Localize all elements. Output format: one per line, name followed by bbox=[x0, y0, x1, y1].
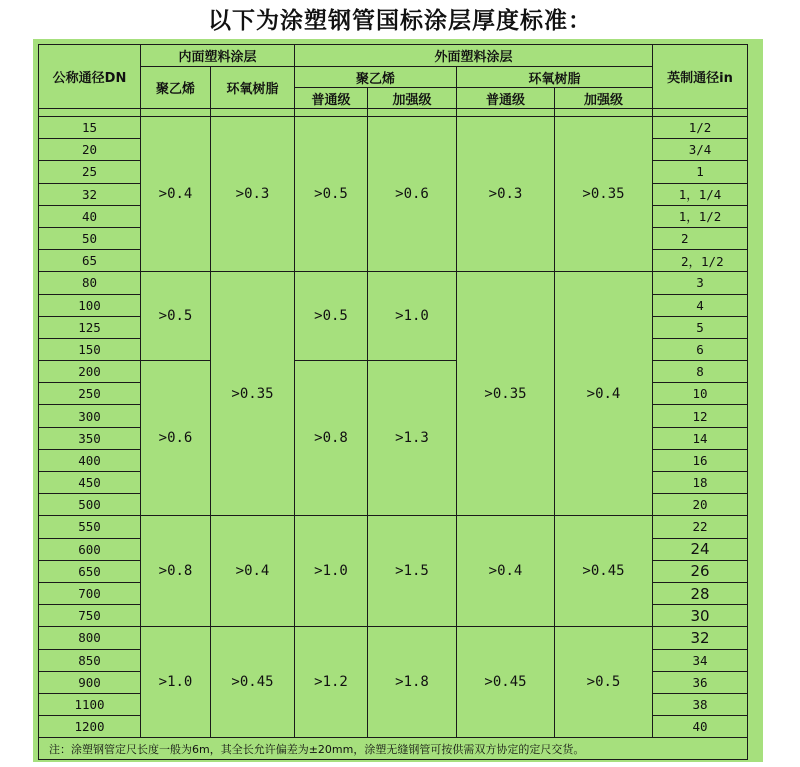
outer-epoxy-reinforced-value: >0.35 bbox=[555, 117, 653, 272]
inner-epoxy-value: >0.4 bbox=[211, 516, 295, 627]
inch-cell: 34 bbox=[653, 649, 748, 671]
inch-cell: 38 bbox=[653, 693, 748, 715]
inch-cell: 3 bbox=[653, 272, 748, 294]
inch-cell: 16 bbox=[653, 449, 748, 471]
footnote: 注：涂塑钢管定尺长度一般为6m，其全长允许偏差为±20mm，涂塑无缝钢管可按供需双方协定的定尺交货。 bbox=[39, 738, 748, 760]
inch-cell: 40 bbox=[653, 716, 748, 738]
spacer-cell bbox=[368, 109, 457, 117]
dn-cell: 250 bbox=[39, 383, 141, 405]
outer-epoxy-reinforced-value: >0.4 bbox=[555, 272, 653, 516]
inner-pe-value: >1.0 bbox=[141, 627, 211, 738]
inner-epoxy-value: >0.3 bbox=[211, 117, 295, 272]
dn-cell: 700 bbox=[39, 582, 141, 604]
dn-cell: 800 bbox=[39, 627, 141, 649]
inner-epoxy-value: >0.35 bbox=[211, 272, 295, 516]
inch-cell: 1 bbox=[653, 161, 748, 183]
inch-cell: 14 bbox=[653, 427, 748, 449]
table-row bbox=[39, 117, 748, 139]
dn-cell: 80 bbox=[39, 272, 141, 294]
inner-pe-value: >0.5 bbox=[141, 272, 211, 361]
inch-cell: 28 bbox=[653, 582, 748, 604]
outer-epoxy-normal-value: >0.35 bbox=[457, 272, 555, 516]
inch-cell: 6 bbox=[653, 338, 748, 360]
inch-cell: 24 bbox=[653, 538, 748, 560]
header-outer-epoxy: 环氧树脂 bbox=[457, 67, 653, 88]
outer-epoxy-reinforced-value: >0.45 bbox=[555, 516, 653, 627]
table-row bbox=[39, 272, 748, 294]
inner-epoxy-value: >0.45 bbox=[211, 627, 295, 738]
inch-cell: 2 bbox=[653, 227, 748, 249]
outer-epoxy-reinforced-value: >0.5 bbox=[555, 627, 653, 738]
spacer-cell bbox=[141, 109, 211, 117]
dn-cell: 32 bbox=[39, 183, 141, 205]
outer-pe-reinforced-value: >1.8 bbox=[368, 627, 457, 738]
dn-cell: 100 bbox=[39, 294, 141, 316]
header-outer-epoxy-normal: 普通级 bbox=[457, 88, 555, 109]
dn-cell: 40 bbox=[39, 205, 141, 227]
dn-cell: 600 bbox=[39, 538, 141, 560]
outer-pe-reinforced-value: >1.3 bbox=[368, 361, 457, 516]
outer-pe-reinforced-value: >1.5 bbox=[368, 516, 457, 627]
inch-cell: 12 bbox=[653, 405, 748, 427]
inch-cell: 1，1/4 bbox=[653, 183, 748, 205]
dn-cell: 150 bbox=[39, 338, 141, 360]
inch-cell: 2，1/2 bbox=[653, 250, 748, 272]
dn-cell: 900 bbox=[39, 671, 141, 693]
dn-cell: 300 bbox=[39, 405, 141, 427]
inch-cell: 26 bbox=[653, 560, 748, 582]
inch-cell: 4 bbox=[653, 294, 748, 316]
note-row bbox=[39, 738, 748, 760]
dn-cell: 750 bbox=[39, 605, 141, 627]
dn-cell: 450 bbox=[39, 472, 141, 494]
header-outer-pe-reinforced: 加强级 bbox=[368, 88, 457, 109]
inner-pe-value: >0.4 bbox=[141, 117, 211, 272]
table-row bbox=[39, 627, 748, 649]
dn-cell: 125 bbox=[39, 316, 141, 338]
spacer-cell bbox=[653, 109, 748, 117]
outer-epoxy-normal-value: >0.3 bbox=[457, 117, 555, 272]
inch-cell: 18 bbox=[653, 472, 748, 494]
dn-cell: 1200 bbox=[39, 716, 141, 738]
inch-cell: 20 bbox=[653, 494, 748, 516]
inch-cell: 36 bbox=[653, 671, 748, 693]
spacer-cell bbox=[211, 109, 295, 117]
outer-epoxy-normal-value: >0.45 bbox=[457, 627, 555, 738]
header-inner-coating: 内面塑料涂层 bbox=[141, 45, 295, 67]
header-inner-epoxy: 环氧树脂 bbox=[211, 67, 295, 109]
outer-pe-normal-value: >0.5 bbox=[295, 272, 368, 361]
dn-cell: 1100 bbox=[39, 693, 141, 715]
outer-pe-normal-value: >0.8 bbox=[295, 361, 368, 516]
inch-cell: 1，1/2 bbox=[653, 205, 748, 227]
inner-pe-value: >0.6 bbox=[141, 361, 211, 516]
dn-cell: 65 bbox=[39, 250, 141, 272]
outer-epoxy-normal-value: >0.4 bbox=[457, 516, 555, 627]
header-outer-coating: 外面塑料涂层 bbox=[295, 45, 653, 67]
spacer-cell bbox=[39, 109, 141, 117]
inch-cell: 5 bbox=[653, 316, 748, 338]
dn-cell: 650 bbox=[39, 560, 141, 582]
dn-cell: 550 bbox=[39, 516, 141, 538]
dn-cell: 15 bbox=[39, 117, 141, 139]
outer-pe-normal-value: >0.5 bbox=[295, 117, 368, 272]
inch-cell: 32 bbox=[653, 627, 748, 649]
coating-thickness-table bbox=[38, 44, 748, 760]
header-outer-pe-normal: 普通级 bbox=[295, 88, 368, 109]
inch-cell: 8 bbox=[653, 361, 748, 383]
page-title: 以下为涂塑钢管国标涂层厚度标准： bbox=[208, 8, 592, 34]
dn-cell: 400 bbox=[39, 449, 141, 471]
header-outer-pe: 聚乙烯 bbox=[295, 67, 457, 88]
table-row bbox=[39, 516, 748, 538]
thickness-standard-sheet bbox=[33, 39, 763, 762]
header-outer-epoxy-reinforced: 加强级 bbox=[555, 88, 653, 109]
header-inch: 英制通径in bbox=[653, 45, 748, 109]
inner-pe-value: >0.8 bbox=[141, 516, 211, 627]
outer-pe-reinforced-value: >1.0 bbox=[368, 272, 457, 361]
inch-cell: 10 bbox=[653, 383, 748, 405]
dn-cell: 850 bbox=[39, 649, 141, 671]
header-inner-pe: 聚乙烯 bbox=[141, 67, 211, 109]
outer-pe-reinforced-value: >0.6 bbox=[368, 117, 457, 272]
dn-cell: 500 bbox=[39, 494, 141, 516]
outer-pe-normal-value: >1.0 bbox=[295, 516, 368, 627]
inch-cell: 1/2 bbox=[653, 117, 748, 139]
dn-cell: 350 bbox=[39, 427, 141, 449]
outer-pe-normal-value: >1.2 bbox=[295, 627, 368, 738]
inch-cell: 30 bbox=[653, 605, 748, 627]
dn-cell: 50 bbox=[39, 227, 141, 249]
spacer-cell bbox=[555, 109, 653, 117]
inch-cell: 3/4 bbox=[653, 139, 748, 161]
spacer-cell bbox=[295, 109, 368, 117]
inch-cell: 22 bbox=[653, 516, 748, 538]
dn-cell: 200 bbox=[39, 361, 141, 383]
dn-cell: 25 bbox=[39, 161, 141, 183]
dn-cell: 20 bbox=[39, 139, 141, 161]
spacer-cell bbox=[457, 109, 555, 117]
header-dn: 公称通径DN bbox=[39, 45, 141, 109]
